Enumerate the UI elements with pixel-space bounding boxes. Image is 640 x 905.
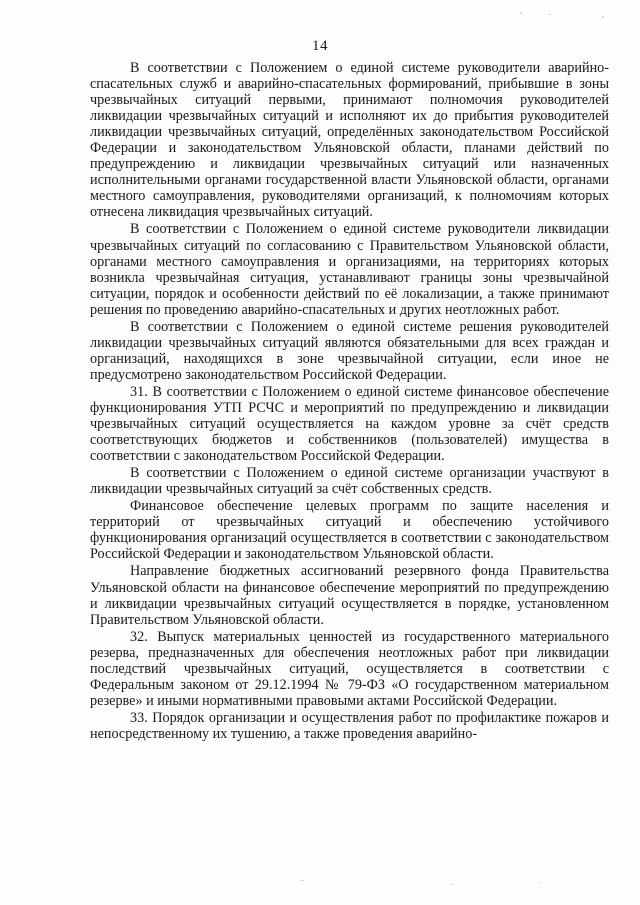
scan-speck: [602, 16, 604, 18]
document-body: [90, 60, 609, 743]
paragraph: В соответствии с Положением о единой системе решения руководителей ликвидации чрезвычайных ситуаций являются обязательными для всех граждан и организаций, находящихся в зоне чрезвычайной ситуации, если иное не предусмотрено законодательством Российской Федерации.: [90, 318, 609, 383]
paragraph: В соответствии с Положением о единой системе руководители ликвидации чрезвычайных ситуаций по согласованию с Правительством Ульяновской области, органами местного самоуправления и организациями, на территориях которых возникла чрезвычайная ситуация, устанавливают границы зоны чрезвычайной ситуации, порядок и особенности действий по её локализации, а также принимают решения по проведению аварийно-спасательных и других неотложных работ.: [90, 221, 609, 318]
paragraph: 32. Выпуск материальных ценностей из государственного материального резерва, предназначенных для обеспечения неотложных работ при ликвидации последствий чрезвычайных ситуаций, осуществляется в соответствии с Федеральным законом от 29.12.1994 № 79-ФЗ «О государственном материальном резерве» и иными нормативными правовыми актами Российской Федерации.: [90, 628, 609, 709]
paragraph: В соответствии с Положением о единой системе организации участвуют в ликвидации чрезвычайных ситуаций за счёт собственных средств.: [90, 465, 609, 498]
scan-speck: [300, 880, 304, 881]
paragraph: Финансовое обеспечение целевых программ по защите населения и территорий от чрезвычайных ситуаций и обеспечению устойчивого функционирования организаций осуществляется в соответствии с законодательством Российской Федерации и законодательством Ульяновской области.: [90, 498, 609, 563]
paragraph: 33. Порядок организации и осуществления работ по профилактике пожаров и непосредственному их тушению, а также проведения аварийно-: [90, 709, 609, 742]
scan-speck: [450, 884, 453, 885]
scan-speck: [520, 12, 522, 14]
paragraph: Направление бюджетных ассигнований резервного фонда Правительства Ульяновской области на финансовое обеспечение мероприятий по предупреждению и ликвидации чрезвычайных ситуаций осуществляется в порядке, установленном Правительством Ульяновской области.: [90, 563, 609, 628]
scan-speck: [540, 882, 542, 883]
paragraph: В соответствии с Положением о единой системе руководители аварийно-спасательных служб и аварийно-спасательных формирований, прибывшие в зоны чрезвычайных ситуаций первыми, принимают полномочия руководителей ликвидации чрезвычайных ситуаций и исполняют их до прибытия руководителей ликвидации чрезвычайных ситуаций, определённых законодательством Российской Федерации и законодательством Ульяновской области, планами действий по предупреждению и ликвидации чрезвычайных ситуаций или назначенных исполнительными органами государственной власти Ульяновской области, органами местного самоуправления, руководителями организаций, к полномочиям которых отнесена ликвидация чрезвычайных ситуаций.: [90, 60, 609, 221]
scan-speck: [548, 14, 551, 15]
paragraph: 31. В соответствии с Положением о единой системе финансовое обеспечение функционирования УТП РСЧС и мероприятий по предупреждению и ликвидации чрезвычайных ситуаций осуществляется на каждом уровне за счёт средств соответствующих бюджетов и собственников (пользователей) имущества в соответствии с законодательством Российской Федерации.: [90, 383, 609, 465]
page-number: 14: [312, 38, 328, 54]
